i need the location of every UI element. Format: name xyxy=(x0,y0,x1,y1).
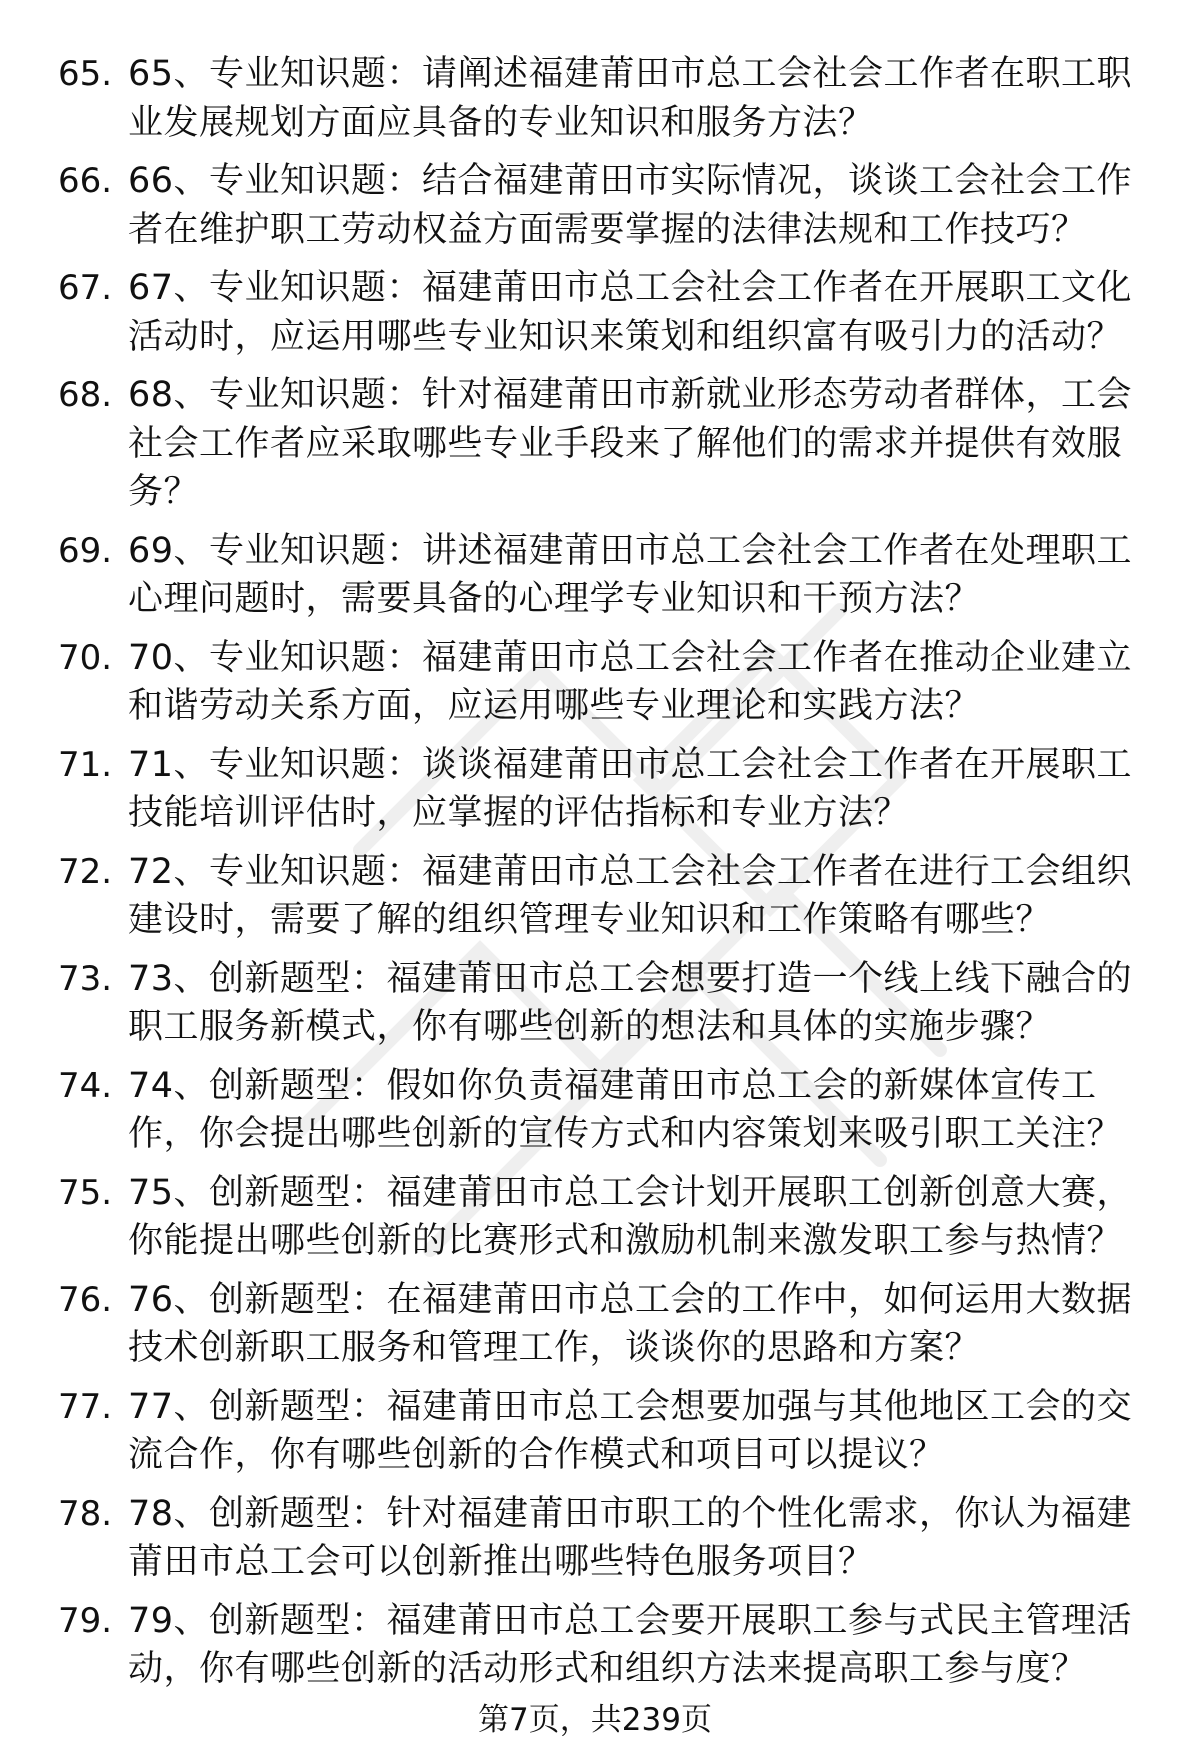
page-footer: 第7页，共239页 xyxy=(478,1702,712,1738)
question-item xyxy=(0,50,1190,147)
question-number: 77. xyxy=(58,1386,113,1427)
question-item xyxy=(0,371,1190,517)
question-text: 78、创新题型：针对福建莆田市职工的个性化需求，你认为福建莆田市总工会可以创新推出哪些特色服务项目？ xyxy=(128,1493,1133,1582)
question-item xyxy=(0,634,1190,731)
question-text: 68、专业知识题：针对福建莆田市新就业形态劳动者群体，工会社会工作者应采取哪些专业手段来了解他们的需求并提供有效服务？ xyxy=(128,375,1133,512)
question-text: 65、专业知识题：请阐述福建莆田市总工会社会工作者在职工职业发展规划方面应具备的专业知识和服务方法？ xyxy=(128,54,1133,143)
question-text: 70、专业知识题：福建莆田市总工会社会工作者在推动企业建立和谐劳动关系方面，应运用哪些专业理论和实践方法？ xyxy=(128,637,1133,726)
question-item xyxy=(0,955,1190,1052)
question-item xyxy=(0,1062,1190,1159)
question-number: 69. xyxy=(58,530,113,571)
question-list xyxy=(0,50,1190,1704)
question-item xyxy=(0,1597,1190,1694)
question-number: 68. xyxy=(58,375,113,415)
question-item xyxy=(0,1383,1190,1480)
question-number: 66. xyxy=(58,161,113,201)
question-text: 72、专业知识题：福建莆田市总工会社会工作者在进行工会组织建设时，需要了解的组织管理专业知识和工作策略有哪些？ xyxy=(128,851,1133,940)
question-item xyxy=(0,848,1190,945)
question-text: 74、创新题型：假如你负责福建莆田市总工会的新媒体宣传工作，你会提出哪些创新的宣传方式和内容策划来吸引职工关注？ xyxy=(128,1065,1123,1154)
question-item xyxy=(0,527,1190,624)
question-number: 72. xyxy=(58,851,113,892)
question-number: 65. xyxy=(58,54,113,94)
question-item xyxy=(0,741,1190,838)
question-item xyxy=(0,157,1190,254)
question-text: 77、创新题型：福建莆田市总工会想要加强与其他地区工会的交流合作，你有哪些创新的合作模式和项目可以提议？ xyxy=(128,1386,1133,1475)
question-text: 66、专业知识题：结合福建莆田市实际情况，谈谈工会社会工作者在维护职工劳动权益方面需要掌握的法律法规和工作技巧？ xyxy=(128,161,1133,250)
question-number: 70. xyxy=(58,637,113,678)
question-text: 69、专业知识题：讲述福建莆田市总工会社会工作者在处理职工心理问题时，需要具备的心理学专业知识和干预方法？ xyxy=(128,530,1133,619)
question-item xyxy=(0,1276,1190,1373)
question-number: 73. xyxy=(58,958,113,999)
question-number: 67. xyxy=(58,268,113,308)
question-number: 75. xyxy=(58,1172,113,1213)
question-text: 67、专业知识题：福建莆田市总工会社会工作者在开展职工文化活动时，应运用哪些专业知识来策划和组织富有吸引力的活动？ xyxy=(128,268,1133,357)
question-item xyxy=(0,1490,1190,1587)
question-number: 71. xyxy=(58,744,113,785)
question-text: 76、创新题型：在福建莆田市总工会的工作中，如何运用大数据技术创新职工服务和管理工作，谈谈你的思路和方案？ xyxy=(128,1279,1133,1368)
question-number: 79. xyxy=(58,1600,113,1641)
question-item xyxy=(0,1169,1190,1266)
question-text: 71、专业知识题：谈谈福建莆田市总工会社会工作者在开展职工技能培训评估时，应掌握的评估指标和专业方法？ xyxy=(128,744,1133,833)
question-text: 75、创新题型：福建莆田市总工会计划开展职工创新创意大赛，你能提出哪些创新的比赛形式和激励机制来激发职工参与热情？ xyxy=(128,1172,1133,1261)
question-item xyxy=(0,264,1190,361)
question-text: 79、创新题型：福建莆田市总工会要开展职工参与式民主管理活动，你有哪些创新的活动形式和组织方法来提高职工参与度？ xyxy=(128,1600,1133,1689)
question-text: 73、创新题型：福建莆田市总工会想要打造一个线上线下融合的职工服务新模式，你有哪些创新的想法和具体的实施步骤？ xyxy=(128,958,1133,1047)
question-number: 78. xyxy=(58,1493,113,1534)
question-number: 76. xyxy=(58,1279,113,1320)
question-number: 74. xyxy=(58,1065,113,1106)
